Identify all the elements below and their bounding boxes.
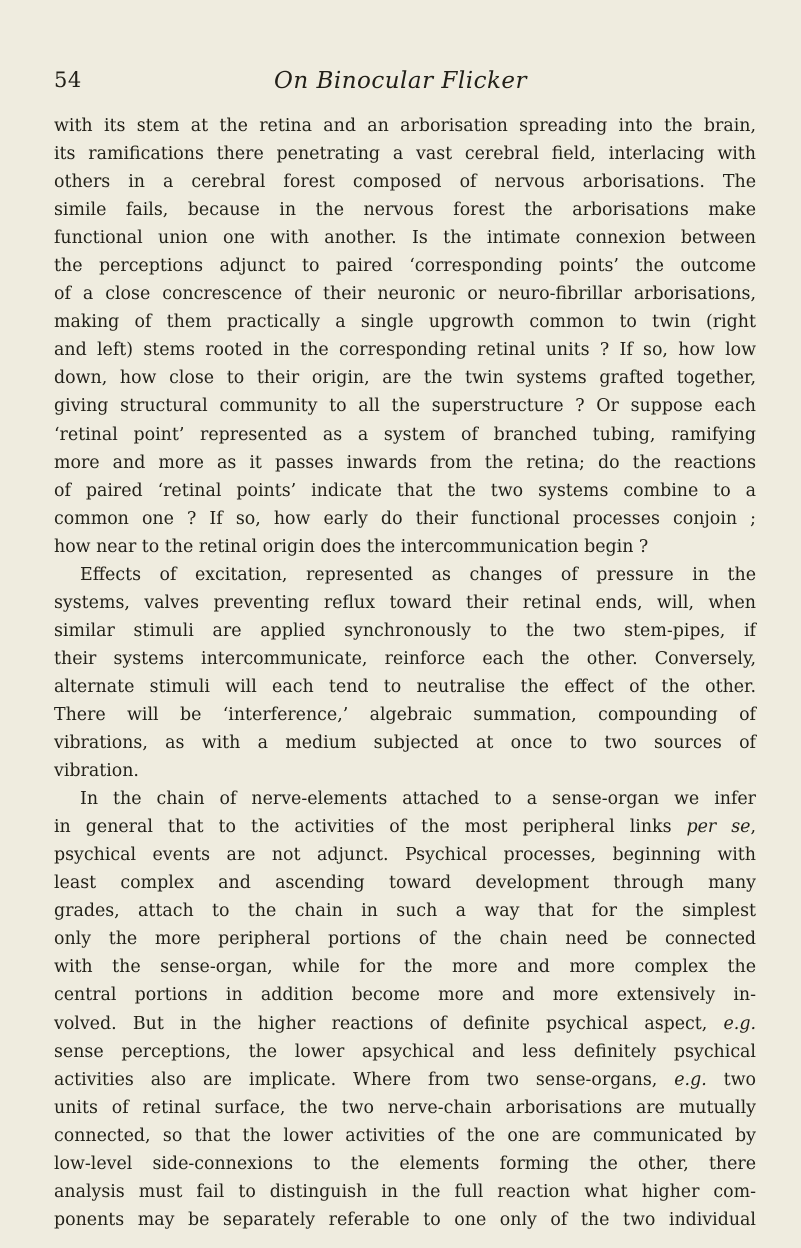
text-line-segment: in general that to the activities of the most peripheral links (54, 817, 687, 838)
text-line: functional union one with another. Is the intimate connexion between (54, 228, 756, 249)
text-line: least complex and ascending toward development through many (54, 873, 756, 894)
text-line: In the chain of nerve-elements attached to a sense-organ we infer (80, 789, 756, 810)
text-line-segment: activities also are implicate. Where from two sense-organs, (54, 1069, 675, 1090)
text-line-segment: two (706, 1069, 757, 1090)
text-line: its ramifications there penetrating a vast cerebral field, interlacing with (54, 144, 756, 165)
text-line: of a close concrescence of their neuronic or neuro-fibrillar arborisations, (54, 284, 756, 305)
text-line: vibration. (54, 761, 139, 782)
text-line: more and more as it passes inwards from the retina; do the reactions (54, 452, 756, 473)
text-line: systems, valves preventing reflux toward their retinal ends, will, when (54, 592, 756, 613)
text-line: common one ? If so, how early do their functional processes conjoin ; (54, 508, 756, 529)
text-line: simile fails, because in the nervous forest the arborisations make (54, 200, 756, 221)
running-title: On Binocular Flicker (273, 68, 528, 94)
text-line: with the sense-organ, while for the more and more complex the (54, 957, 756, 978)
italic-term: per se (686, 817, 751, 838)
text-line: sense perceptions, the lower apsychical and less definitely psychical (54, 1041, 756, 1062)
text-line: others in a cerebral forest composed of nervous arborisations. The (54, 172, 756, 193)
page-header (0, 68, 801, 108)
text-line: analysis must fail to distinguish in the full reaction what higher com- (54, 1181, 756, 1202)
text-line: giving structural community to all the superstructure ? Or suppose each (54, 396, 756, 417)
text-line-segment: volved. But in the higher reactions of definite psychical aspect, (54, 1013, 724, 1034)
text-line: low-level side-connexions to the elements forming the other, there (54, 1153, 756, 1174)
body-text (54, 112, 756, 1234)
text-line: their systems intercommunicate, reinforce each the other. Conversely, (54, 648, 756, 669)
page-number: 54 (54, 68, 82, 92)
text-line: Effects of excitation, represented as changes of pressure in the (80, 564, 756, 585)
text-line-segment: , (750, 817, 756, 838)
text-line: There will be ‘interference,’ algebraic summation, compounding of (54, 704, 756, 725)
text-line: connected, so that the lower activities of the one are communicated by (54, 1125, 756, 1146)
text-line: units of retinal surface, the two nerve-chain arborisations are mutually (54, 1097, 756, 1118)
text-line: alternate stimuli will each tend to neutralise the effect of the other. (54, 676, 756, 697)
italic-term: e.g. (674, 1069, 707, 1090)
text-line: and left) stems rooted in the corresponding retinal units ? If so, how low (54, 340, 756, 361)
text-line: ponents may be separately referable to one only of the two individual (54, 1209, 756, 1230)
text-line: of paired ‘retinal points’ indicate that the two systems combine to a (54, 480, 756, 501)
text-line: similar stimuli are applied synchronously to the two stem-pipes, if (54, 620, 756, 641)
text-line: central portions in addition become more and more extensively in- (54, 985, 756, 1006)
text-line (54, 813, 756, 841)
text-line: the perceptions adjunct to paired ‘corresponding points’ the outcome (54, 256, 756, 277)
text-line (54, 1066, 756, 1094)
italic-term: e.g. (723, 1013, 756, 1034)
text-line: with its stem at the retina and an arborisation spreading into the brain, (54, 116, 756, 136)
text-line: ‘retinal point’ represented as a system of branched tubing, ramifying (54, 424, 756, 445)
text-line: how near to the retinal origin does the intercommunication begin ? (54, 536, 649, 557)
text-line (54, 1010, 756, 1038)
text-line: vibrations, as with a medium subjected at once to two sources of (54, 733, 756, 754)
text-line: psychical events are not adjunct. Psychical processes, beginning with (54, 845, 756, 866)
text-line: grades, attach to the chain in such a way that for the simplest (54, 901, 756, 922)
text-line: making of them practically a single upgrowth common to twin (right (54, 312, 756, 333)
text-line: down, how close to their origin, are the twin systems grafted together, (54, 368, 756, 389)
text-line: only the more peripheral portions of the chain need be connected (54, 929, 756, 950)
